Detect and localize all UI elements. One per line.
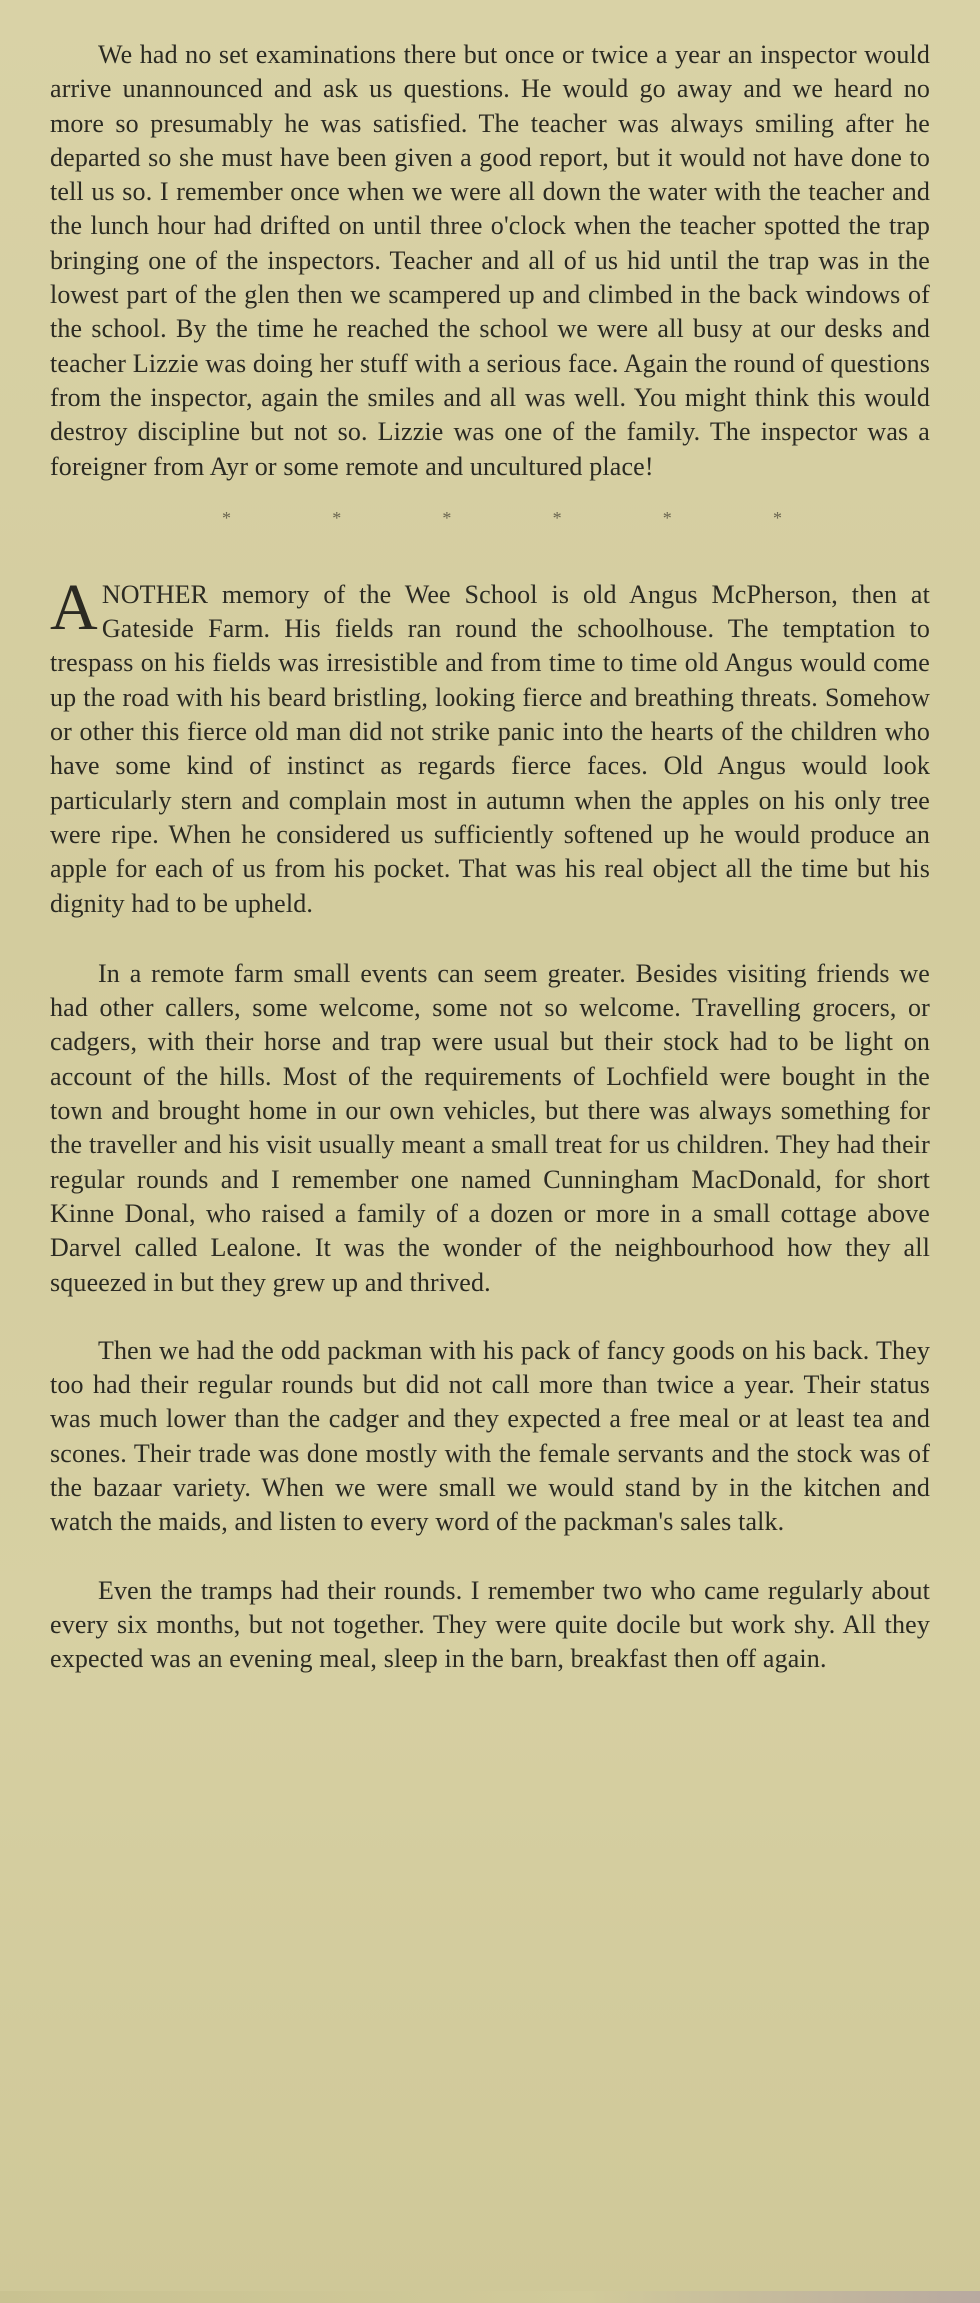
separator-star: * bbox=[662, 507, 672, 528]
paragraph-angus-text: NOTHER memory of the Wee School is old Angus McPherson, then at Gateside Farm. His fields ran round the schoolhouse. The temptation to trespass on his fields was irresistible and from time to time old Angus would come up the road with his beard bristling, looking fierce and breathing threats. Somehow or other this fierce old man did not strike panic into the hearts of the children who have some kind of instinct as regards fierce faces. Old Angus would look particularly stern and complain most in autumn when the apples on his only tree were ripe. When he considered us sufficiently softened up he would produce an apple for each of us from his pocket. That was his real object all the time but his dignity had to be upheld. bbox=[50, 579, 930, 918]
separator-star: * bbox=[222, 507, 231, 528]
paragraph-tramps: Even the tramps had their rounds. I remember two who came regularly about every six months, but not together. They were quite docile but work shy. All they expected was an evening meal, sleep in the barn, breakfast then off again. bbox=[50, 1575, 930, 1674]
paragraph-angus bbox=[50, 570, 930, 921]
paragraph-inspector: We had no set examinations there but once or twice a year an inspector would arrive unannounced and ask us questions. He would go away and we heard no more so presumably he was satisfied. The teacher was always smiling after he departed so she must have been given a good report, but it would not have done to tell us so. I remember once when we were all down the water with the teacher and the lunch hour had drifted on until three o'clock when the teacher spotted the trap bringing one of the inspectors. Teacher and all of us hid until the trap was in the lowest part of the glen then we scampered up and climbed in the back windows of the school. By the time he reached the school we were all busy at our desks and teacher Lizzie was doing her stuff with a serious face. Again the round of questions from the inspector, again the smiles and all was well. You might think this would destroy discipline but not so. Lizzie was one of the family. The inspector was a foreigner from Ayr or some remote and uncultured place! bbox=[50, 40, 930, 481]
separator-star: * bbox=[442, 507, 452, 528]
separator-star: * bbox=[552, 507, 562, 528]
paragraph-packman: Then we had the odd packman with his pack of fancy goods on his back. They too had their regular rounds but did not call more than twice a year. Their status was much lower than the cadger and they expected a free meal or at least tea and scones. Their trade was done mostly with the female servants and the stock was of the bazaar variety. When we were small we would stand by in the kitchen and watch the maids, and listen to every word of the packman's sales talk. bbox=[50, 1335, 930, 1537]
separator-star: * bbox=[772, 507, 782, 528]
article-page bbox=[50, 38, 930, 1676]
separator-star: * bbox=[332, 507, 342, 528]
drop-cap: A bbox=[50, 570, 98, 644]
paragraph-callers: In a remote farm small events can seem greater. Besides visiting friends we had other callers, some welcome, some not so welcome. Travelling grocers, or cadgers, with their horse and trap were usual but their stock had to be light on account of the hills. Most of the requirements of Lochfield were bought in the town and brought home in our own vehicles, but there was always something for the traveller and his visit usually meant a small treat for us children. They had their regular rounds and I remember one named Cunningham MacDonald, for short Kinne Donal, who raised a family of a dozen or more in a small cottage above Darvel called Lealone. It was the wonder of the neighbourhood how they all squeezed in but they grew up and thrived. bbox=[50, 958, 930, 1297]
section-separator bbox=[222, 508, 782, 538]
page-bottom-edge bbox=[0, 2291, 980, 2303]
